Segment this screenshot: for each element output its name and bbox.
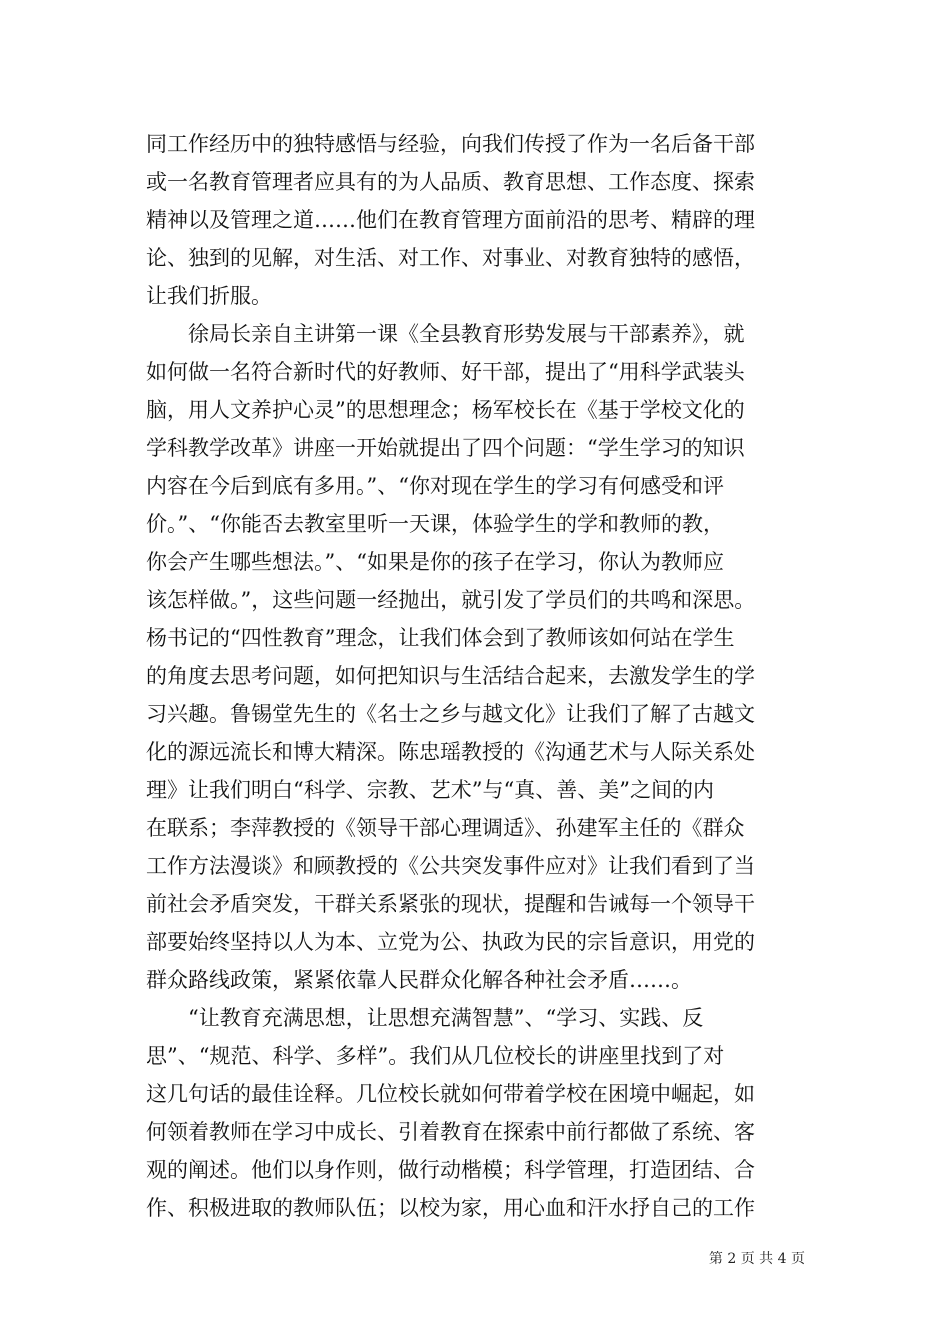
- text-line: 你会产生哪些想法。”、“如果是你的孩子在学习，你认为教师应: [146, 550, 724, 574]
- text-line: 化的源远流长和博大精深。陈忠瑶教授的《沟通艺术与人际关系处: [146, 740, 755, 764]
- text-line: 脑，用人文养护心灵”的思想理念；杨军校长在《基于学校文化的: [146, 398, 745, 422]
- text-line: 何领着教师在学习中成长、引着教育在探索中前行都做了系统、客: [146, 1120, 755, 1144]
- text-line: 这几句话的最佳诠释。几位校长就如何带着学校在困境中崛起，如: [146, 1082, 755, 1106]
- text-line: 前社会矛盾突发，干群关系紧张的现状，提醒和告诫每一个领导干: [146, 892, 755, 916]
- text-line: 杨书记的“四性教育”理念，让我们体会到了教师该如何站在学生: [146, 626, 735, 650]
- text-line: 让我们折服。: [146, 284, 272, 308]
- text-line: 作、积极进取的教师队伍；以校为家，用心血和汗水抒自己的工作: [146, 1196, 755, 1220]
- text-line: 或一名教育管理者应具有的为人品质、教育思想、工作态度、探索: [146, 170, 755, 194]
- text-line: 徐局长亲自主讲第一课《全县教育形势发展与干部素养》，就: [146, 322, 745, 346]
- text-line: 该怎样做。”，这些问题一经抛出，就引发了学员们的共鸣和深思。: [146, 588, 756, 612]
- text-line: 在联系；李萍教授的《领导干部心理调适》、孙建军主任的《群众: [146, 816, 745, 840]
- text-line: 群众路线政策，紧紧依靠人民群众化解各种社会矛盾……。: [146, 968, 692, 992]
- text-line: 部要始终坚持以人为本、立党为公、执政为民的宗旨意识，用党的: [146, 930, 755, 954]
- text-line: 理》让我们明白“科学、宗教、艺术”与“真、善、美”之间的内: [146, 778, 714, 802]
- text-line: 如何做一名符合新时代的好教师、好干部，提出了“用科学武装头: [146, 360, 745, 384]
- page-number: 第 2 页 共 4 页: [708, 1251, 805, 1267]
- text-line: 同工作经历中的独特感悟与经验，向我们传授了作为一名后备干部: [146, 132, 755, 156]
- text-line: 观的阐述。他们以身作则，做行动楷模；科学管理，打造团结、合: [146, 1158, 755, 1182]
- text-line: 工作方法漫谈》和顾教授的《公共突发事件应对》让我们看到了当: [146, 854, 755, 878]
- text-line: 学科教学改革》讲座一开始就提出了四个问题：“学生学习的知识: [146, 436, 745, 460]
- text-line: 内容在今后到底有多用。”、“你对现在学生的学习有何感受和评: [146, 474, 724, 498]
- text-line: 习兴趣。鲁锡堂先生的《名士之乡与越文化》让我们了解了古越文: [146, 702, 755, 726]
- text-line: 价。”、“你能否去教室里听一天课，体验学生的学和教师的教，: [146, 512, 724, 536]
- text-line: 论、独到的见解，对生活、对工作、对事业、对教育独特的感悟，: [146, 246, 755, 270]
- text-line: 思”、“规范、科学、多样”。我们从几位校长的讲座里找到了对: [146, 1044, 725, 1068]
- text-line: 的角度去思考问题，如何把知识与生活结合起来，去激发学生的学: [146, 664, 755, 688]
- text-line: “让教育充满思想，让思想充满智慧”、“学习、实践、反: [146, 1006, 704, 1030]
- text-line: 精神以及管理之道……他们在教育管理方面前沿的思考、精辟的理: [146, 208, 755, 232]
